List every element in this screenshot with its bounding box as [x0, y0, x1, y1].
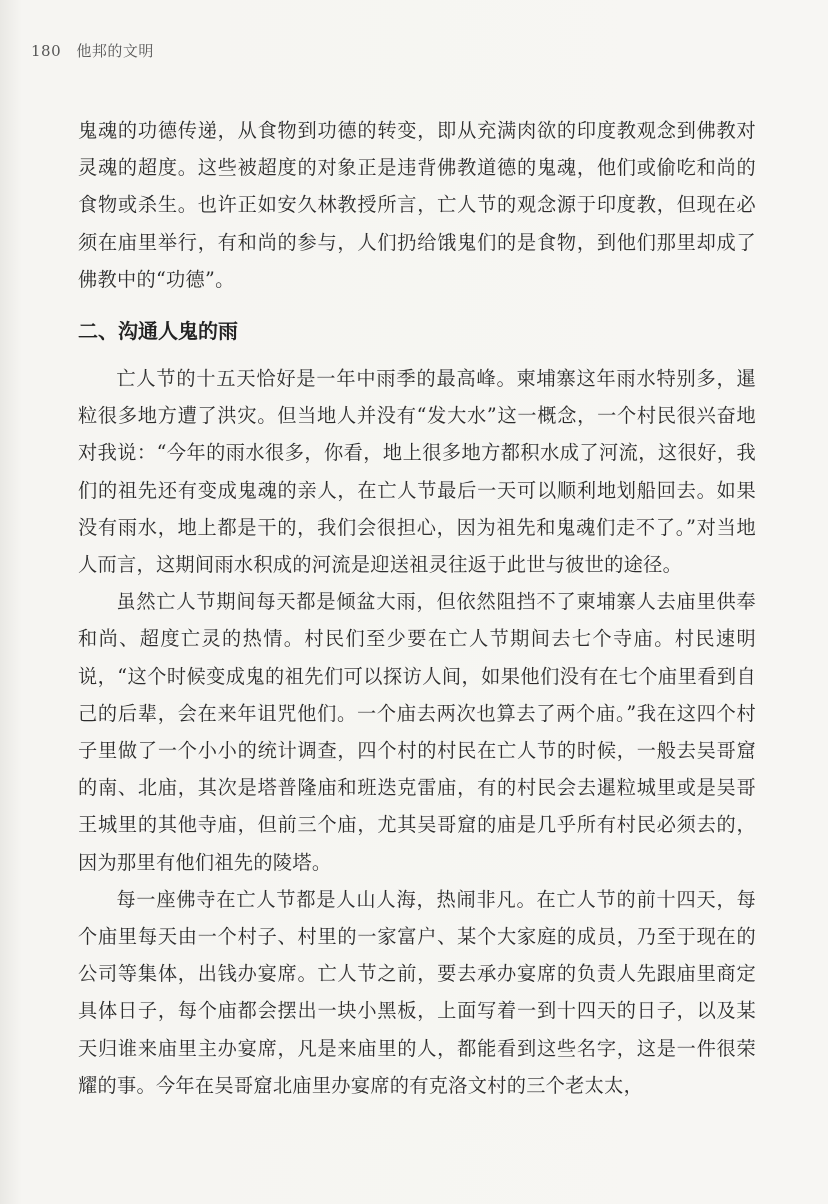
- paragraph-4: 每一座佛寺在亡人节都是人山人海，热闹非凡。在亡人节的前十四天，每个庙里每天由一个村子、村里的一家富户、某个大家庭的成员，乃至于现在的公司等集体，出钱办宴席。亡人节之前，要去承办宴席的负责人先跟庙里商定具体日子，每个庙都会摆出一块小黑板，上面写着一到十四天的日子，以及某天归谁来庙里主办宴席，凡是来庙里的人，都能看到这些名字，这是一件很荣耀的事。今年在吴哥窟北庙里办宴席的有克洛文村的三个老太太，: [78, 887, 756, 1097]
- running-title: 他邦的文明: [76, 42, 154, 60]
- running-header: [31, 40, 154, 61]
- page-body: [78, 112, 756, 1104]
- section-heading: 二、沟通人鬼的雨: [78, 319, 238, 344]
- paragraph-3: 虽然亡人节期间每天都是倾盆大雨，但依然阻挡不了柬埔寨人去庙里供奉和尚、超度亡灵的热情。村民们至少要在亡人节期间去七个寺庙。村民速明说，“这个时候变成鬼的祖先们可以探访人间，如果他们没有在七个庙里看到自己的后辈，会在来年诅咒他们。一个庙去两次也算去了两个庙。”我在这四个村子里做了一个小小的统计调查，四个村的村民在亡人节的时候，一般去吴哥窟的南、北庙，其次是塔普隆庙和班迭克雷庙，有的村民会去暹粒城里或是吴哥王城里的其他寺庙，但前三个庙，尤其吴哥窟的庙是几乎所有村民必须去的，因为那里有他们祖先的陵塔。: [78, 590, 756, 874]
- page-number: 180: [31, 42, 62, 60]
- paragraph-1: 鬼魂的功德传递，从食物到功德的转变，即从充满肉欲的印度教观念到佛教对灵魂的超度。这些被超度的对象正是违背佛教道德的鬼魂，他们或偷吃和尚的食物或杀生。也许正如安久林教授所言，亡人节的观念源于印度教，但现在必须在庙里举行，有和尚的参与，人们扔给饿鬼们的是食物，到他们那里却成了佛教中的“功德”。: [78, 119, 756, 291]
- paragraph-2: 亡人节的十五天恰好是一年中雨季的最高峰。柬埔寨这年雨水特别多，暹粒很多地方遭了洪灾。但当地人并没有“发大水”这一概念，一个村民很兴奋地对我说：“今年的雨水很多，你看，地上很多地方都积水成了河流，这很好，我们的祖先还有变成鬼魂的亲人，在亡人节最后一天可以顺利地划船回去。如果没有雨水，地上都是干的，我们会很担心，因为祖先和鬼魂们走不了。”对当地人而言，这期间雨水积成的河流是迎送祖灵往返于此世与彼世的途径。: [78, 367, 756, 577]
